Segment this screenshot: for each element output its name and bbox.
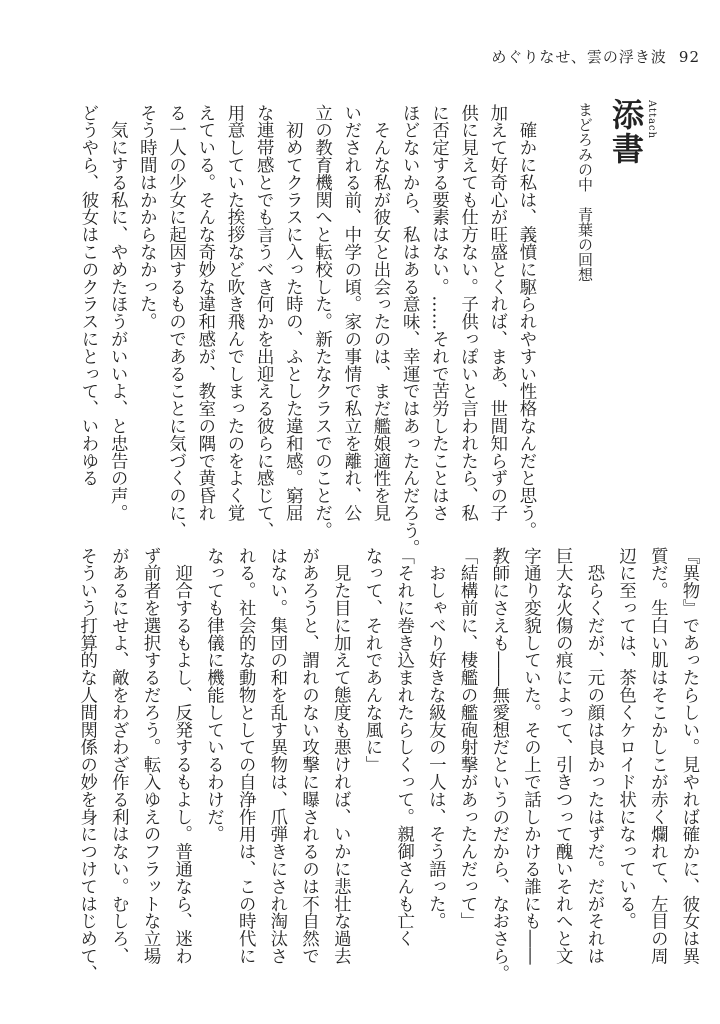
text-line: 確かに私は、義憤に駆られやすい性格なんだと思う。	[516, 104, 536, 539]
text-line: 見た目に加えて態度も悪ければ、いかに悲壮な過去	[330, 547, 351, 965]
text-line: 恐らくだが、元の顔は良かったはずだ。だがそれは	[583, 547, 604, 965]
text-line: に否定する要素はない。……それで苦労したことはさ	[428, 104, 449, 522]
text-line: な連帯感とでも言うべき何かを出迎える彼らに感じて、	[253, 104, 274, 539]
body-text-lower	[70, 547, 704, 982]
running-title: めぐりなせ、雲の浮き波	[491, 48, 667, 66]
text-line: いだされる前、中学の頃。家の事情で私立を離れ、公	[340, 104, 361, 522]
text-line: があろうと、謂れのない攻撃に曝されるのは不自然で	[298, 547, 319, 965]
text-line: ほどないから、私はある意味、幸運ではあったんだろう。	[399, 104, 420, 557]
text-line: おしゃべり好きな級友の一人は、そう語った。	[425, 547, 446, 930]
text-line: そういう打算的な人間関係の妙を身につけてはじめて、	[76, 547, 97, 982]
text-line: 教師にさえも――無愛想だというのだから、なおさら。	[488, 547, 509, 982]
text-line: はない。集団の和を乱す異物は、爪弾きにされ淘汰さ	[266, 547, 287, 965]
text-line: なっても律儀に機能しているわけだ。	[203, 547, 224, 843]
text-line: ず前者を選択するだろう。転入ゆえのフラットな立場	[140, 547, 161, 965]
text-line: 「それに巻き込まれたらしくって。親御さんも亡く	[393, 547, 414, 948]
text-line: 質だ。生白い肌はそこかしこが赤く爛れて、左目の周	[647, 547, 668, 965]
text-line: なって、それであんな風に」	[361, 547, 382, 774]
text-line: 気にする私に、やめたほうがいいよ、と忠告の声。	[107, 104, 128, 522]
text-line: 用意していた挨拶など吹き飛んでしまったのをよく覚	[223, 104, 244, 522]
text-line: れる。社会的な動物としての自浄作用は、この時代に	[235, 547, 256, 965]
body-text-upper	[73, 104, 540, 556]
text-line: る一人の少女に起因するものであることに気づくのに、	[165, 104, 186, 539]
text-line: 辺に至っては、茶色くケロイド状になっている。	[615, 547, 636, 930]
text-line: 迎合するもよし、反発するもよし。普通なら、迷わ	[171, 547, 192, 965]
chapter-title: 添書	[607, 98, 645, 166]
chapter-subtitle: まどろみの中 青葉の回想	[576, 102, 594, 282]
running-header	[491, 46, 700, 67]
text-line: 供に見えても仕方ない。子供っぽいと言われたら、私	[457, 104, 478, 522]
text-line: 『異物』であったらしい。見やれば確かに、彼女は異	[679, 547, 699, 965]
text-line: 立の教育機関へと転校した。新たなクラスでのことだ。	[311, 104, 332, 539]
text-line: 巨大な火傷の痕によって、引きつって醜いそれへと文	[552, 547, 573, 965]
chapter-title-ruby: Attach	[646, 100, 657, 140]
text-line: があるにせよ、敵をわざわざ作る利はない。むしろ、	[108, 547, 129, 965]
text-line: えている。そんな奇妙な違和感が、教室の隅で黄昏れ	[194, 104, 215, 522]
text-line: 初めてクラスに入った時の、ふとした違和感。窮屈	[282, 104, 303, 522]
text-line: どうやら、彼女はこのクラスにとって、いわゆる	[77, 104, 98, 487]
text-line: そう時間はかからなかった。	[136, 104, 157, 331]
text-line: そんな私が彼女と出会ったのは、まだ艦娘適性を見	[369, 104, 390, 522]
page-number: 92	[678, 48, 700, 66]
text-line: 加えて好奇心が旺盛とくれば、まあ、世間知らずの子	[486, 104, 507, 522]
text-line: 字通り変貌していた。その上で話しかける誰にも――	[520, 547, 541, 965]
text-line: 「結構前に、棲艦の艦砲射撃があったんだって」	[457, 547, 478, 930]
